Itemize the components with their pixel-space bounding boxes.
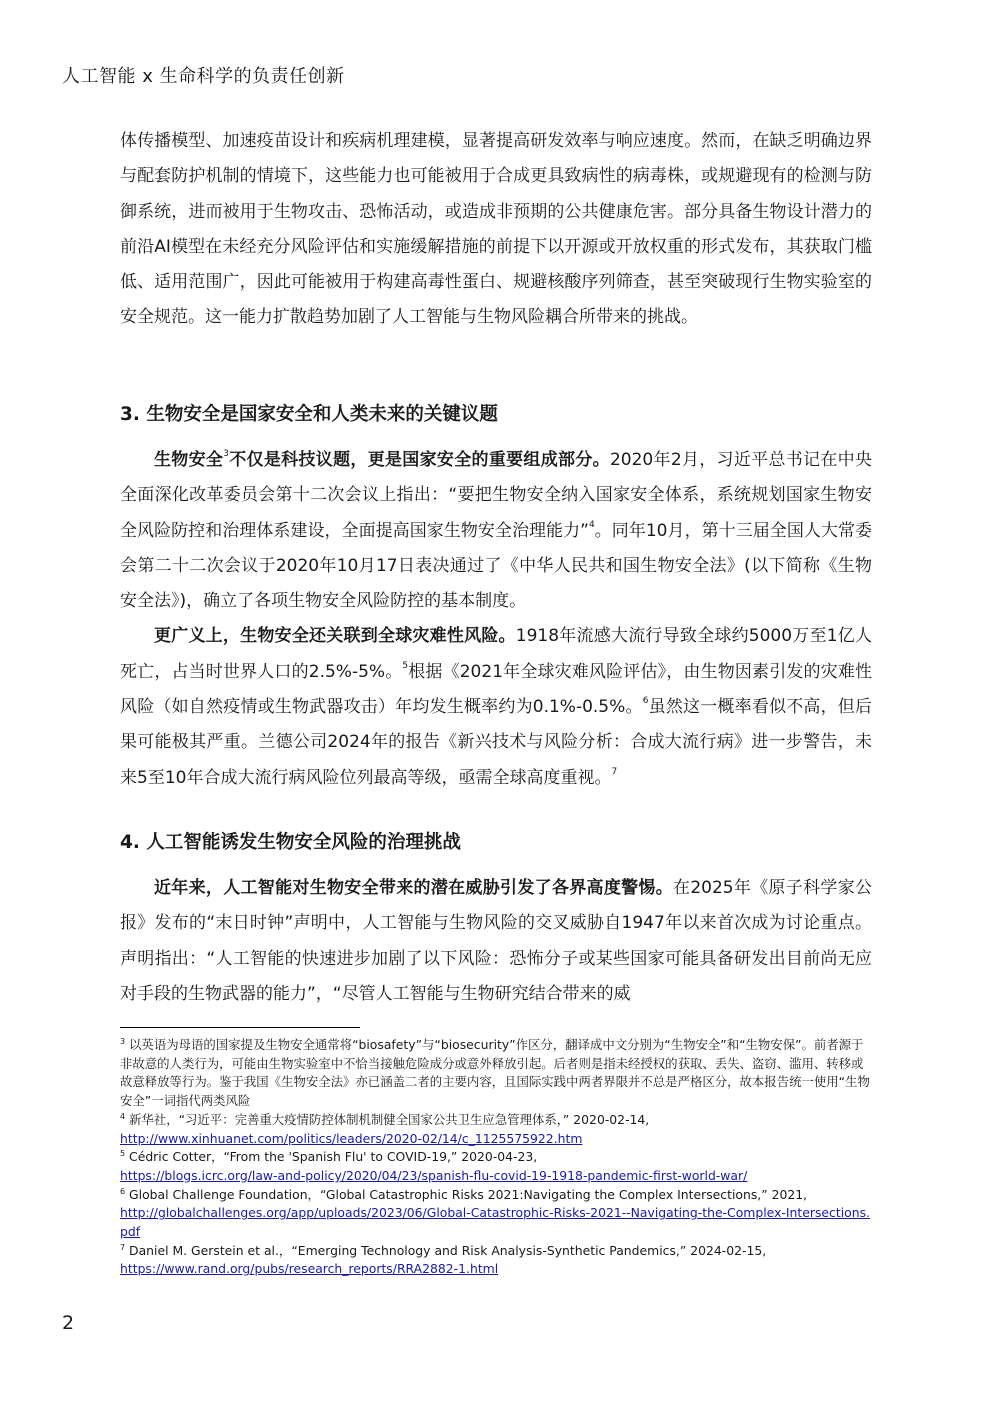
paragraph-text: 在2025年《原子科学家公报》发布的“末日时钟”声明中，人工智能与生物风险的交叉威胁自1947年以来首次成为讨论重点。声明指出：“人工智能的快速进步加剧了以下风险：恐怖分子或某些国家可能具备研发出目前尚无应对手段的生物武器的能力”，“尽管人工智能与生物研究结合带来的威 (120, 878, 873, 1004)
page-number: 2 (62, 1312, 75, 1334)
footnote-item (120, 1148, 872, 1185)
footnote-text: Cédric Cotter，“From the 'Spanish Flu' to COVID-19,” 2020-04-23, (129, 1149, 538, 1165)
footnote-item (120, 1242, 872, 1279)
footnote-ref[interactable]: 5 (402, 660, 409, 671)
footnote-link[interactable]: https://blogs.icrc.org/law-and-policy/2020/04/23/spanish-flu-covid-19-1918-pandemic-first-world-war/ (120, 1167, 748, 1183)
footnote-ref[interactable]: 6 (642, 696, 649, 707)
paragraph-text: 1918年流感大流行导致全球约5000万至1亿人死亡，占当时世界人口的2.5%-5%。 (120, 626, 873, 682)
footnotes (120, 1036, 872, 1279)
section-3-paragraph-1 (120, 443, 872, 619)
footnote-divider (120, 1027, 360, 1028)
intro-paragraph-block (120, 124, 872, 336)
footnote-item (120, 1036, 872, 1111)
footnote-ref[interactable]: 3 (223, 449, 229, 459)
footnote-text: Global Challenge Foundation，“Global Catastrophic Risks 2021:Navigating the Complex Intersections,” 2021, (129, 1186, 808, 1202)
footnote-number: 3 (120, 1037, 126, 1046)
paragraph-text: 虽然这一概率看似不高，但后果可能极其严重。兰德公司2024年的报告《新兴技术与风险分析：合成大流行病》进一步警告，未来5至10年合成大流行病风险位列最高等级，亟需全球高度重视。 (120, 697, 873, 788)
section-3-heading: 3. 生物安全是国家安全和人类未来的关键议题 (120, 404, 498, 425)
section-4-body (120, 871, 872, 1012)
bold-lead: 更广义上，生物安全还关联到全球灾难性风险。 (154, 626, 516, 647)
footnote-link[interactable]: https://www.rand.org/pubs/research_reports/RRA2882-1.html (120, 1261, 499, 1277)
section-3-body (120, 443, 872, 796)
footnote-text: 新华社，“习近平：完善重大疫情防控体制机制健全国家公共卫生应急管理体系，” 2020-02-14, (129, 1111, 650, 1127)
bold-lead: 生物安全 (154, 450, 224, 470)
footnote-text: Daniel M. Gerstein et al.，“Emerging Technology and Risk Analysis-Synthetic Pandemics,” 2024-02-15, (129, 1242, 767, 1258)
footnote-text: 以英语为母语的国家提及生物安全通常将“biosafety”与“biosecurity”作区分，翻译成中文分别为“生物安全”和“生物安保”。前者源于非故意的人类行为，可能由生物实验室中不恰当接触危险成分或意外释放引起。后者则是指未经授权的获取、丢失、盗窃、滥用、转移或故意释放等行为。鉴于我国《生物安全法》亦已涵盖二者的主要内容，且国际实践中两者界限并不总是严格区分，故本报告统一使用“生物安全”一词指代两类风险 (120, 1037, 870, 1109)
footnote-item (120, 1186, 872, 1242)
section-3-paragraph-2 (120, 619, 872, 795)
footnote-number: 4 (120, 1111, 126, 1121)
footnote-item (120, 1111, 872, 1148)
footnote-link[interactable]: http://www.xinhuanet.com/politics/leaders/2020-02/14/c_1125575922.htm (120, 1130, 583, 1146)
intro-paragraph: 体传播模型、加速疫苗设计和疾病机理建模，显著提高研发效率与响应速度。然而，在缺乏明确边界与配套防护机制的情境下，这些能力也可能被用于合成更具致病性的病毒株，或规避现有的检测与防御系统，进而被用于生物攻击、恐怖活动，或造成非预期的公共健康危害。部分具备生物设计潜力的前沿AI模型在未经充分风险评估和实施缓解措施的前提下以开源或开放权重的形式发布，其获取门槛低、适用范围广，因此可能被用于构建高毒性蛋白、规避核酸序列筛查，甚至突破现行生物实验室的安全规范。这一能力扩散趋势加剧了人工智能与生物风险耦合所带来的挑战。 (120, 131, 872, 328)
bold-lead: 近年来，人工智能对生物安全带来的潜在威胁引发了各界高度警惕。 (154, 878, 674, 898)
section-4-heading: 4. 人工智能诱发生物安全风险的治理挑战 (120, 832, 461, 853)
footnote-number: 7 (120, 1242, 126, 1252)
footnote-number: 6 (120, 1186, 126, 1196)
section-4-paragraph-1 (120, 871, 872, 1012)
footnote-number: 5 (120, 1149, 126, 1159)
running-header: 人工智能 x 生命科学的负责任创新 (62, 66, 345, 87)
footnote-ref[interactable]: 4 (588, 519, 595, 530)
paragraph-text: 2020年2月，习近平总书记在中央全面深化改革委员会第十二次会议上指出：“要把生物安全纳入国家安全体系，系统规划国家生物安全风险防控和治理体系建设，全面提高国家生物安全治理能力” (120, 450, 872, 541)
footnote-ref[interactable]: 7 (611, 766, 618, 777)
footnote-link[interactable]: http://globalchallenges.org/app/uploads/2023/06/Global-Catastrophic-Risks-2021--Navigating-the-Complex-Intersections.pdf (120, 1205, 870, 1240)
paragraph-text: 。同年10月，第十三届全国人大常委会第二十二次会议于2020年10月17日表决通过了《中华人民共和国生物安全法》(以下简称《生物安全法》)，确立了各项生物安全风险防控的基本制度。 (120, 520, 872, 612)
paragraph-text: 根据《2021年全球灾难风险评估》，由生物因素引发的灾难性风险（如自然疫情或生物武器攻击）年均发生概率约为0.1%-0.5%。 (120, 661, 873, 718)
bold-lead: 不仅是科技议题，更是国家安全的重要组成部分。 (228, 450, 610, 470)
